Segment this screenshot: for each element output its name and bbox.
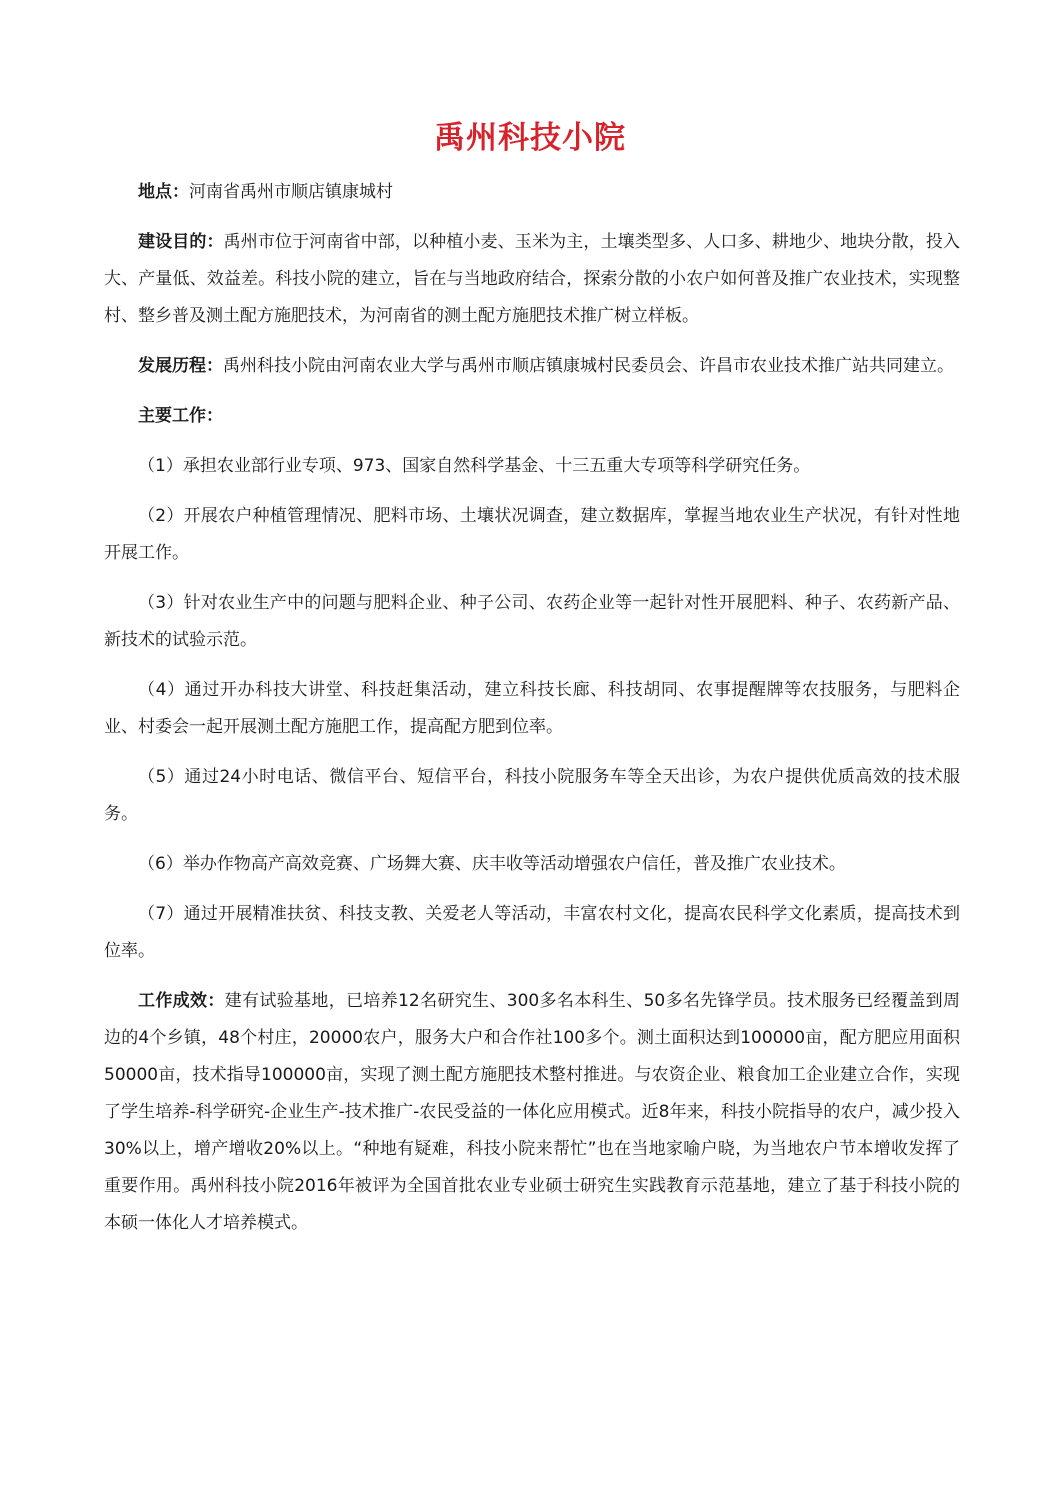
- purpose-text: 禹州市位于河南省中部，以种植小麦、玉米为主，土壤类型多、人口多、耕地少、地块分散，投入大、产量低、效益差。科技小院的建立，旨在与当地政府结合，探索分散的小农户如何普及推广农业技术，实现整村、整乡普及测土配方施肥技术，为河南省的测土配方施肥技术推广树立样板。: [104, 232, 961, 326]
- main-work-item: （7）通过开展精准扶贫、科技支教、关爱老人等活动，丰富农村文化，提高农民科学文化素质，提高技术到位率。: [104, 904, 960, 961]
- history-label: 发展历程：: [138, 356, 223, 376]
- location-paragraph: [104, 174, 960, 211]
- history-paragraph: [104, 348, 960, 385]
- main-work-item: （4）通过开办科技大讲堂、科技赶集活动，建立科技长廊、科技胡同、农事提醒牌等农技服务，与肥料企业、村委会一起开展测土配方施肥工作，提高配方肥到位率。: [104, 680, 960, 737]
- document-body: [104, 174, 960, 1255]
- location-text: 河南省禹州市顺店镇康城村: [189, 182, 393, 202]
- document-title: 禹州科技小院: [434, 120, 626, 156]
- location-label: 地点：: [138, 182, 189, 202]
- purpose-paragraph: [104, 224, 960, 335]
- main-work-label: 主要工作：: [138, 406, 223, 426]
- purpose-label: 建设目的：: [138, 232, 224, 252]
- main-work-item: （6）举办作物高产高效竞赛、广场舞大赛、庆丰收等活动增强农户信任，普及推广农业技术。: [138, 854, 846, 874]
- main-work-item: （2）开展农户种植管理情况、肥料市场、土壤状况调查，建立数据库，掌握当地农业生产状况，有针对性地开展工作。: [104, 506, 960, 563]
- achievements-label: 工作成效：: [138, 991, 225, 1011]
- achievements-paragraph: [104, 983, 960, 1242]
- history-text: 禹州科技小院由河南农业大学与禹州市顺店镇康城村民委员会、许昌市农业技术推广站共同建立。: [223, 356, 954, 376]
- achievements-text: 建有试验基地，已培养12名研究生、300多名本科生、50多名先锋学员。技术服务已经覆盖到周边的4个乡镇，48个村庄，20000农户，服务大户和合作社100多个。测土面积达到100000亩，配方肥应用面积50000亩，技术指导100000亩，实现了测土配方施肥技术整村推进。与农资企业、粮食加工企业建立合作，实现了学生培养-科学研究-企业生产-技术推广-农民受益的一体化应用模式。近8年来，科技小院指导的农户，减少投入30%以上，增产增收20%以上。“种地有疑难，科技小院来帮忙”也在当地家喻户晓，为当地农户节本增收发挥了重要作用。禹州科技小院2016年被评为全国首批农业专业硕士研究生实践教育示范基地，建立了基于科技小院的本硕一体化人才培养模式。: [104, 991, 960, 1233]
- main-work-heading: [104, 398, 960, 435]
- main-work-item: （3）针对农业生产中的问题与肥料企业、种子公司、农药企业等一起针对性开展肥料、种子、农药新产品、新技术的试验示范。: [104, 593, 960, 650]
- main-work-item: （5）通过24小时电话、微信平台、短信平台，科技小院服务车等全天出诊，为农户提供优质高效的技术服务。: [104, 767, 960, 824]
- main-work-item: （1）承担农业部行业专项、973、国家自然科学基金、十三五重大专项等科学研究任务。: [138, 456, 811, 476]
